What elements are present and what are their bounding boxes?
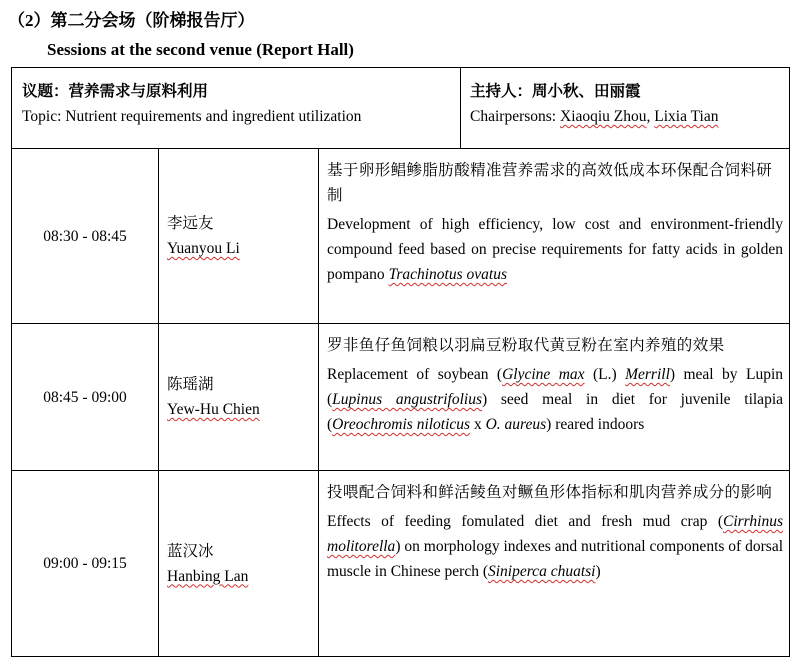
chair-cell bbox=[461, 68, 790, 149]
speaker-en: Yew-Hu Chien bbox=[167, 401, 260, 418]
title-en-part: Effects of feeding fomulated diet and fresh mud crap ( bbox=[327, 513, 723, 530]
header-row bbox=[12, 68, 790, 149]
title-en-part: Development of high efficiency, low cost and environment-friendly compound feed based on precise requirements for fatty acids in golden pompano bbox=[327, 216, 784, 283]
chair-en-label: Chairpersons: bbox=[470, 108, 557, 125]
title-en-part: Replacement of soybean ( bbox=[327, 366, 503, 383]
speaker-en: Yuanyou Li bbox=[167, 240, 240, 257]
title-en bbox=[327, 509, 783, 584]
session-time: 08:30 - 08:45 bbox=[12, 149, 159, 324]
session-time: 08:45 - 09:00 bbox=[12, 324, 159, 471]
title-en-part: ) meal by Lupin ( bbox=[327, 366, 784, 408]
session-row bbox=[12, 471, 790, 657]
species-name: Lupinus angustrifolius bbox=[332, 391, 482, 408]
species-name: Glycine max bbox=[502, 366, 585, 383]
chair-en-2: Lixia Tian bbox=[654, 108, 719, 125]
chair-cn-line bbox=[470, 79, 789, 104]
species-name: O. aureus bbox=[485, 416, 547, 433]
title-en-part: ) reared indoors bbox=[546, 416, 645, 433]
speaker-cn: 陈瑶湖 bbox=[167, 376, 214, 393]
chair-en-line bbox=[470, 104, 789, 129]
chair-en-1: Xiaoqiu Zhou bbox=[560, 108, 647, 125]
topic-cn-line bbox=[22, 79, 460, 104]
title-cn: 投喂配合饲料和鲜活鲮鱼对鳜鱼形体指标和肌肉营养成分的影响 bbox=[327, 484, 773, 501]
speaker-en: Hanbing Lan bbox=[167, 567, 249, 585]
session-speaker bbox=[159, 149, 319, 324]
title-en bbox=[327, 362, 783, 437]
topic-cn: 营养需求与原料利用 bbox=[68, 83, 209, 100]
species-name: Cirrhinus molitorella bbox=[327, 513, 784, 555]
speaker-cn: 蓝汉冰 bbox=[167, 542, 214, 560]
species-name: Siniperca chuatsi bbox=[487, 563, 596, 580]
session-title bbox=[319, 324, 790, 471]
species-name: Oreochromis niloticus bbox=[332, 416, 471, 433]
chair-en-sep: , bbox=[646, 108, 651, 125]
topic-cn-label: 议题： bbox=[22, 83, 69, 100]
chair-cn: 周小秋、田丽霞 bbox=[532, 83, 641, 100]
speaker-cn: 李远友 bbox=[167, 215, 214, 232]
session-title bbox=[319, 471, 790, 657]
section-title-cn: （2）第二分会场（阶梯报告厅） bbox=[8, 11, 255, 30]
session-speaker bbox=[159, 324, 319, 471]
species-name: Trachinotus ovatus bbox=[388, 266, 507, 283]
section-title-en: Sessions at the second venue (Report Hall) bbox=[47, 40, 354, 59]
session-speaker bbox=[159, 471, 319, 657]
topic-en: Nutrient requirements and ingredient utilization bbox=[65, 108, 362, 125]
topic-en-label: Topic: bbox=[22, 108, 62, 125]
title-cn: 罗非鱼仔鱼饲粮以羽扁豆粉取代黄豆粉在室内养殖的效果 bbox=[327, 337, 725, 354]
session-title bbox=[319, 149, 790, 324]
session-row bbox=[12, 149, 790, 324]
chair-cn-label: 主持人： bbox=[470, 83, 533, 100]
title-en-part: ) seed meal in diet for juvenile tilapia ( bbox=[327, 391, 784, 433]
species-name: Merrill bbox=[625, 366, 670, 383]
title-en-part: (L.) bbox=[584, 366, 626, 383]
title-cn: 基于卵形鲳鲹脂肪酸精准营养需求的高效低成本环保配合饲料研制 bbox=[327, 162, 773, 204]
title-en-part: x bbox=[470, 416, 486, 433]
title-en-part: ) bbox=[595, 563, 601, 580]
topic-en-line bbox=[22, 104, 460, 129]
topic-cell bbox=[12, 68, 461, 149]
schedule-table bbox=[11, 67, 790, 657]
session-row bbox=[12, 324, 790, 471]
title-en-part: ) on morphology indexes and nutritional components of dorsal muscle in Chinese perch ( bbox=[327, 538, 784, 580]
title-en bbox=[327, 212, 783, 287]
session-time: 09:00 - 09:15 bbox=[12, 471, 159, 657]
